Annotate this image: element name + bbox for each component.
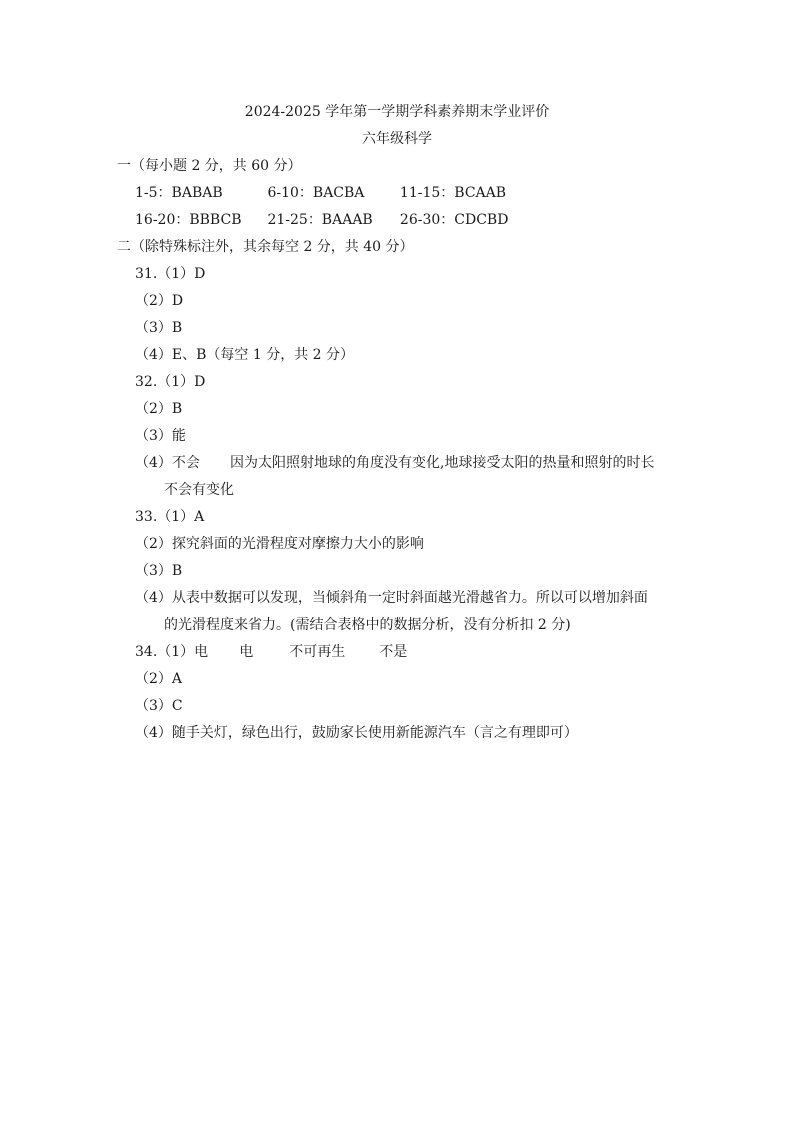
answer-text: 不是	[379, 644, 408, 660]
question-31-line-3: （3）B	[135, 320, 183, 336]
page-title: 2024-2025 学年第一学期学科素养期末学业评价	[244, 104, 550, 120]
question-32-line-4-cont: 不会有变化	[164, 482, 234, 498]
answer-group: 21-25：BAAAB	[267, 212, 373, 228]
question-number: 32.	[135, 374, 158, 390]
answer-text: （1）A	[157, 509, 205, 525]
answer-text: （1）D	[157, 374, 206, 390]
question-32-line-3: （3）能	[135, 428, 186, 444]
question-31-line-4: （4）E、B（每空 1 分，共 2 分）	[135, 347, 355, 363]
answer-group: 16-20：BBBCB	[135, 212, 242, 228]
question-number: 31.	[135, 266, 158, 282]
question-33-line-4: （4）从表中数据可以发现，当倾斜角一定时斜面越光滑越省力。所以可以增加斜面	[135, 590, 648, 606]
question-32-line-1	[135, 372, 205, 392]
question-34-line-1	[135, 642, 407, 662]
question-31-line-2: （2）D	[135, 293, 184, 309]
answer-reason: 因为太阳照射地球的角度没有变化,地球接受太阳的热量和照射的时长	[230, 455, 655, 471]
section1-heading: 一（每小题 2 分，共 60 分）	[117, 158, 302, 174]
question-number: 34.	[135, 644, 158, 660]
question-33-line-3: （3）B	[135, 563, 183, 579]
question-33-line-1	[135, 507, 204, 527]
question-34-line-2: （2）A	[135, 671, 183, 687]
question-number: 33.	[135, 509, 158, 525]
answer-text: 不可再生	[289, 644, 346, 660]
question-32-line-4	[135, 453, 654, 473]
question-34-line-4: （4）随手关灯，绿色出行，鼓励家长使用新能源汽车（言之有理即可）	[135, 725, 578, 741]
answer-group: 1-5：BABAB	[135, 185, 223, 201]
section2-heading: 二（除特殊标注外，其余每空 2 分，共 40 分）	[117, 239, 414, 255]
answer-group: 6-10：BACBA	[267, 185, 365, 201]
answer-text: 电	[239, 644, 254, 660]
question-33-line-4-cont: 的光滑程度来省力。(需结合表格中的数据分析，没有分析扣 2 分)	[164, 617, 571, 633]
question-34-line-3: （3）C	[135, 698, 183, 714]
answer-group: 26-30：CDCBD	[399, 212, 509, 228]
section1-row-1	[135, 183, 506, 203]
page-subtitle: 六年级科学	[362, 131, 432, 147]
question-32-line-2: （2）B	[135, 401, 183, 417]
answer-text: （1）电	[157, 644, 209, 660]
question-31-line-1	[135, 264, 205, 284]
answer-text: （1）D	[157, 266, 206, 282]
section1-row-2	[135, 210, 508, 230]
question-33-line-2: （2）探究斜面的光滑程度对摩擦力大小的影响	[135, 536, 424, 552]
answer-text: （4）不会	[135, 455, 200, 471]
answer-group: 11-15：BCAAB	[399, 185, 507, 201]
